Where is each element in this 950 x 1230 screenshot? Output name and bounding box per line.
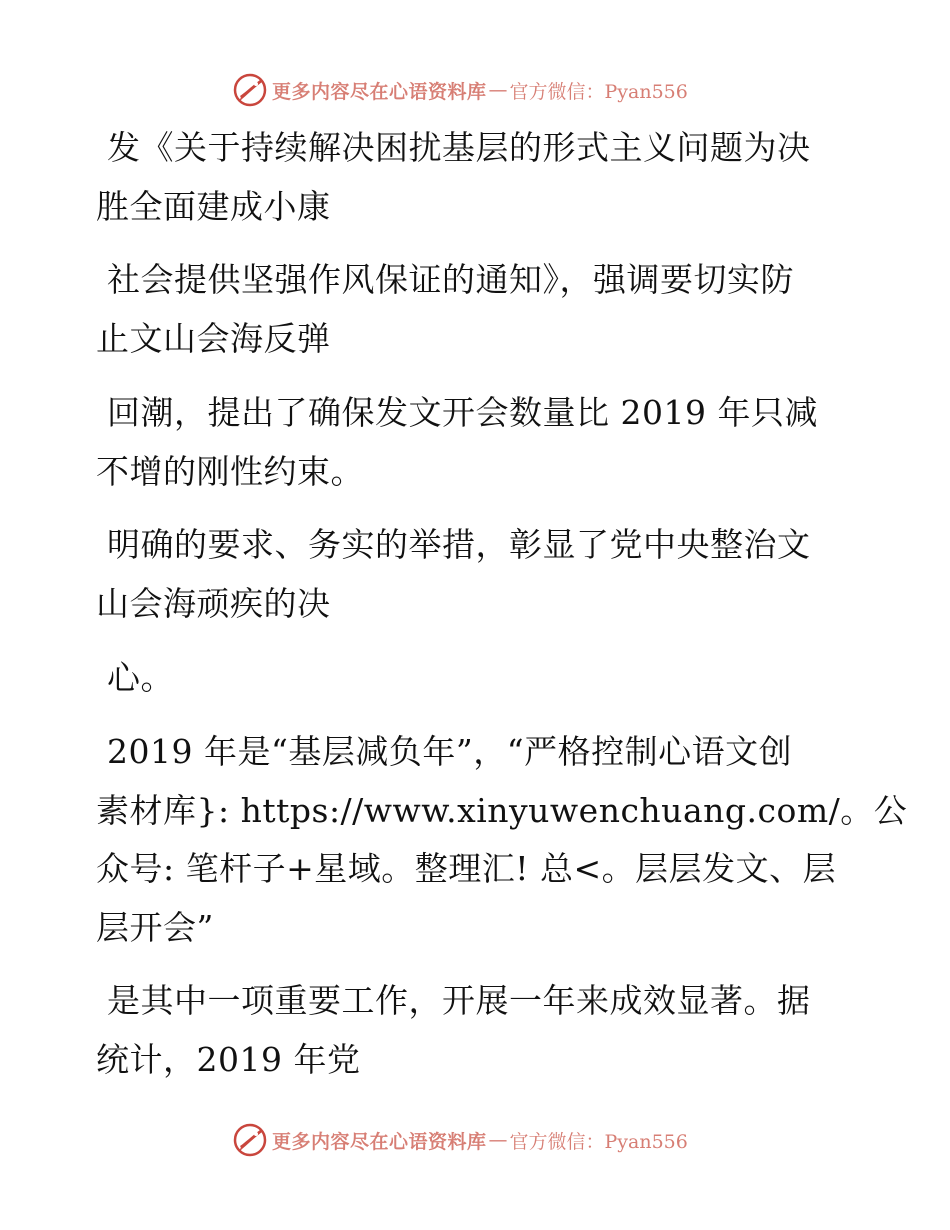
header-brand-text: 更多内容尽在心语资料库 <box>272 80 487 103</box>
body-line: 社会提供坚强作风保证的通知》，强调要切实防 <box>96 260 794 299</box>
body-line: 明确的要求、务实的举措，彰显了党中央整治文 <box>96 525 811 564</box>
body-line: 回潮，提出了确保发文开会数量比 2019 年只减 <box>96 393 818 432</box>
footer-official-wechat: 官方微信：Pyan556 <box>509 1130 688 1153</box>
body-line: 发《关于持续解决困扰基层的形式主义问题为决 <box>96 128 811 167</box>
footer-brand-text: 更多内容尽在心语资料库 <box>272 1130 487 1153</box>
body-line: 统计，2019 年党 <box>96 1040 361 1079</box>
footer-separator: — <box>488 1129 508 1151</box>
body-line: 胜全面建成小康 <box>96 187 331 226</box>
body-line: 不增的刚性约束。 <box>96 452 364 491</box>
body-line: 素材库}: https://www.xinyuwenchuang.com/。公 <box>96 791 908 830</box>
body-line: 层开会” <box>96 908 214 947</box>
body-line: 2019 年是“基层减负年”，“严格控制心语文创 <box>96 732 793 771</box>
header-separator: — <box>488 79 508 101</box>
body-line: 止文山会海反弹 <box>96 319 331 358</box>
body-line: 众号: 笔杆子+星域。整理汇! 总<。层层发文、层 <box>96 849 837 888</box>
footer-watermark-banner <box>232 1122 688 1158</box>
body-line: 心。 <box>96 658 174 697</box>
header-official-wechat: 官方微信：Pyan556 <box>509 80 688 103</box>
pen-logo-icon <box>232 1122 268 1158</box>
body-line: 是其中一项重要工作，开展一年来成效显著。据 <box>96 981 811 1020</box>
body-line: 山会海顽疾的决 <box>96 584 331 623</box>
